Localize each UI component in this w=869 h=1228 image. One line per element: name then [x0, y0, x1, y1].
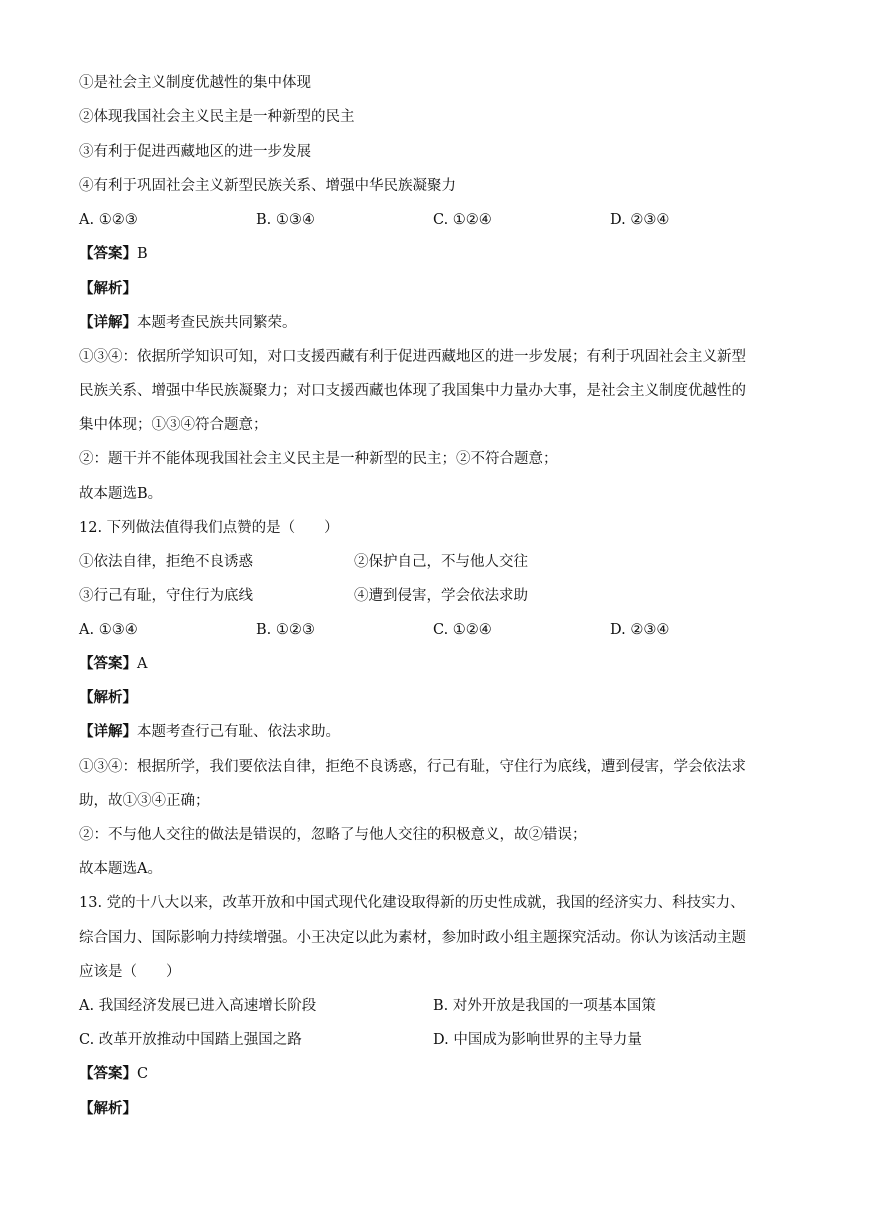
q12-analysis-label: 【解析】 [79, 689, 137, 706]
q12-option-a: A. ①③④ [79, 622, 138, 638]
q12-statement-2: ②保护自己，不与他人交往 [354, 554, 528, 570]
q12-question: 12. 下列做法值得我们点赞的是（ ） [79, 520, 339, 536]
q11-statement-2: ②体现我国社会主义民主是一种新型的民主 [79, 109, 355, 125]
q11-detail [79, 313, 297, 333]
q11-analysis-label: 【解析】 [79, 280, 137, 297]
q11-statement-4: ④有利于巩固社会主义新型民族关系、增强中华民族凝聚力 [79, 178, 456, 194]
q12-conclusion: 故本题选A。 [79, 861, 162, 877]
q12-explanation-2: ②：不与他人交往的做法是错误的，忽略了与他人交往的积极意义，故②错误； [79, 827, 587, 843]
q11-statement-1: ①是社会主义制度优越性的集中体现 [79, 75, 311, 91]
q13-option-b: B. 对外开放是我国的一项基本国策 [433, 998, 656, 1014]
q12-explanation-1-line-2: 助，故①③④正确； [79, 793, 210, 809]
q13-question-line-3: 应该是（ ） [79, 964, 181, 980]
q12-explanation-1-line-1: ①③④：根据所学，我们要依法自律，拒绝不良诱惑，行己有耻，守住行为底线，遭到侵害，学会依法求 [79, 759, 746, 775]
q11-explanation-1-line-3: 集中体现；①③④符合题意； [79, 417, 268, 433]
q11-option-a: A. ①②③ [79, 212, 138, 228]
q11-explanation-1-line-2: 民族关系、增强中华民族凝聚力；对口支援西藏也体现了我国集中力量办大事，是社会主义制度优越性的 [79, 383, 746, 399]
answer-label: 【答案】 [79, 1065, 137, 1082]
detail-text: 本题考查行己有耻、依法求助。 [137, 724, 340, 740]
q12-statement-3: ③行己有耻，守住行为底线 [79, 588, 253, 604]
detail-text: 本题考查民族共同繁荣。 [137, 315, 297, 331]
q13-question-line-1: 13. 党的十八大以来，改革开放和中国式现代化建设取得新的历史性成就，我国的经济实力、科技实力、 [79, 895, 745, 911]
q13-option-c: C. 改革开放推动中国踏上强国之路 [79, 1032, 302, 1048]
q12-option-c: C. ①②④ [433, 622, 492, 638]
detail-label: 【详解】 [79, 723, 137, 740]
q13-option-a: A. 我国经济发展已进入高速增长阶段 [79, 998, 317, 1014]
q11-statement-3: ③有利于促进西藏地区的进一步发展 [79, 144, 311, 160]
answer-value: A [137, 656, 148, 672]
q12-option-b: B. ①②③ [256, 622, 315, 638]
detail-label: 【详解】 [79, 314, 137, 331]
q11-explanation-2: ②：题干并不能体现我国社会主义民主是一种新型的民主；②不符合题意； [79, 451, 558, 467]
answer-label: 【答案】 [79, 245, 137, 262]
q12-option-d: D. ②③④ [610, 622, 670, 638]
q11-option-c: C. ①②④ [433, 212, 492, 228]
q12-detail [79, 722, 340, 742]
q11-option-b: B. ①③④ [256, 212, 315, 228]
q12-statement-4: ④遭到侵害，学会依法求助 [354, 588, 528, 604]
q13-analysis-label: 【解析】 [79, 1100, 137, 1117]
answer-label: 【答案】 [79, 655, 137, 672]
q11-conclusion: 故本题选B。 [79, 486, 163, 502]
answer-value: B [137, 246, 148, 262]
q11-explanation-1-line-1: ①③④：依据所学知识可知，对口支援西藏有利于促进西藏地区的进一步发展；有利于巩固社会主义新型 [79, 349, 746, 365]
q11-answer [79, 244, 148, 264]
q13-option-d: D. 中国成为影响世界的主导力量 [433, 1032, 642, 1048]
q12-answer [79, 654, 147, 674]
q11-option-d: D. ②③④ [610, 212, 670, 228]
answer-value: C [137, 1066, 149, 1082]
q12-statement-1: ①依法自律，拒绝不良诱惑 [79, 554, 253, 570]
q13-question-line-2: 综合国力、国际影响力持续增强。小王决定以此为素材，参加时政小组主题探究活动。你认为该活动主题 [79, 930, 746, 946]
q13-answer [79, 1064, 148, 1084]
